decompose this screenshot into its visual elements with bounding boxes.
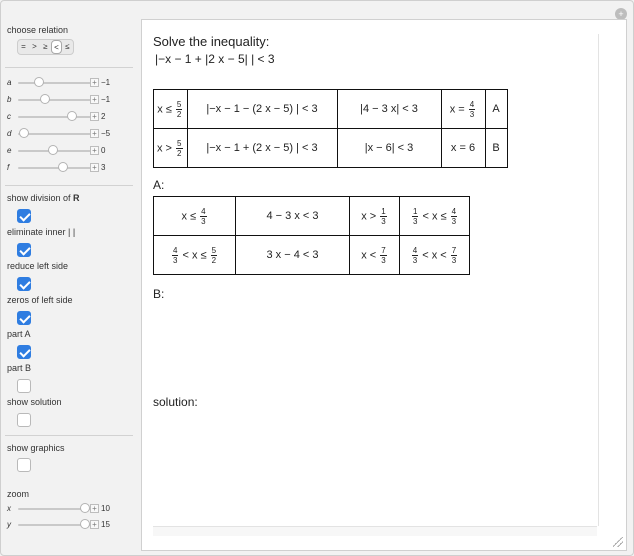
slider-track[interactable]	[18, 167, 91, 169]
controls.sliders-slider-d[interactable]	[7, 128, 137, 140]
table-row: $\frac{4}{3}$ < x ≤ $\frac{5}{2}$ 3 x − 4 < 3 x < $\frac{7}{3}$ $\frac{4}{3}$ < x < $\frac{7}{3}$	[154, 236, 470, 275]
slider-thumb[interactable]	[48, 145, 58, 155]
relation-option[interactable]: =	[21, 42, 26, 51]
solution-label: solution:	[153, 395, 198, 409]
show-graphics-checkbox[interactable]	[17, 458, 31, 472]
checkbox-label: eliminate inner | |	[7, 227, 76, 237]
controls.sliders-slider-e[interactable]	[7, 145, 137, 157]
slider-value: −1	[101, 95, 111, 104]
expand-plus-icon[interactable]: +	[90, 112, 99, 121]
output-pane	[141, 19, 627, 551]
expand-plus-icon[interactable]: +	[90, 78, 99, 87]
checkbox-label: show division of R	[7, 193, 80, 203]
slider-thumb[interactable]	[58, 162, 68, 172]
controls.sliders-slider-f[interactable]	[7, 162, 137, 174]
checkbox-label: show solution	[7, 397, 62, 407]
relation-option[interactable]: ≤	[65, 42, 70, 51]
slider-variable-label: d	[7, 129, 12, 138]
expand-plus-icon[interactable]: +	[90, 146, 99, 155]
expand-plus-icon[interactable]: +	[90, 163, 99, 172]
slider-value: 15	[101, 520, 110, 529]
slider-thumb[interactable]	[40, 94, 50, 104]
zoom-label: zoom	[7, 489, 30, 499]
control-panel	[1, 19, 137, 555]
expand-plus-icon[interactable]: +	[90, 520, 99, 529]
slider-value: 10	[101, 504, 110, 513]
horizontal-scrollbar[interactable]	[153, 526, 597, 536]
checkbox-4[interactable]	[17, 311, 31, 325]
slider-thumb[interactable]	[34, 77, 44, 87]
slider-value: −5	[101, 129, 111, 138]
part-a-table	[153, 196, 470, 275]
choose-relation-label: choose relation	[7, 25, 69, 35]
relation-option-selected[interactable]: <	[51, 40, 62, 54]
checkbox-label: part B	[7, 363, 32, 373]
slider-thumb[interactable]	[80, 519, 90, 529]
slider-track[interactable]	[18, 116, 91, 118]
expand-plus-icon[interactable]: +	[90, 95, 99, 104]
checkbox-1[interactable]	[17, 209, 31, 223]
slider-variable-label: y	[7, 520, 11, 529]
slider-variable-label: b	[7, 95, 12, 104]
slider-variable-label: x	[7, 504, 11, 513]
resize-grip-icon[interactable]	[613, 537, 623, 547]
slider-variable-label: a	[7, 78, 12, 87]
slider-thumb[interactable]	[67, 111, 77, 121]
expand-plus-icon[interactable]: +	[90, 504, 99, 513]
slider-thumb[interactable]	[19, 128, 29, 138]
checkbox-6[interactable]	[17, 379, 31, 393]
inequality-expression: |−x − 1 + |2 x − 5| | < 3	[155, 52, 275, 66]
divider	[5, 435, 133, 436]
problem-title: Solve the inequality:	[153, 34, 270, 49]
relation-option[interactable]: ≥	[43, 42, 48, 51]
divider	[5, 67, 133, 68]
slider-track[interactable]	[18, 99, 91, 101]
table-row: x ≤ $\frac{5}{2}$ |−x − 1 − (2 x − 5) | < 3 |4 − 3 x| < 3 x = $\frac{4}{3}$ A	[154, 90, 508, 129]
controls.sliders-slider-b[interactable]	[7, 94, 137, 106]
expand-plus-icon[interactable]: +	[90, 129, 99, 138]
checkbox-7[interactable]	[17, 413, 31, 427]
slider-variable-label: f	[7, 163, 10, 172]
slider-variable-label: e	[7, 146, 12, 155]
table-row: x ≤ $\frac{4}{3}$ 4 − 3 x < 3 x > $\frac{1}{3}$ $\frac{1}{3}$ < x ≤ $\frac{4}{3}$	[154, 197, 470, 236]
division-table	[153, 89, 508, 168]
slider-track[interactable]	[18, 82, 91, 84]
checkbox-label: reduce left side	[7, 261, 69, 271]
show-graphics-label: show graphics	[7, 443, 65, 453]
part-b-label: B:	[153, 287, 165, 301]
checkbox-label: part A	[7, 329, 31, 339]
slider-value: 3	[101, 163, 106, 172]
checkbox-label: zeros of left side	[7, 295, 73, 305]
controls.sliders-slider-c[interactable]	[7, 111, 137, 123]
checkbox-2[interactable]	[17, 243, 31, 257]
slider-variable-label: c	[7, 112, 11, 121]
slider-value: 0	[101, 146, 106, 155]
slider-value: −1	[101, 78, 111, 87]
controls.zoom.sliders-slider-x[interactable]	[7, 503, 137, 515]
reset-icon[interactable]: +	[615, 8, 627, 20]
relation-option[interactable]: >	[32, 42, 37, 51]
table-row: x > $\frac{5}{2}$ |−x − 1 + (2 x − 5) | < 3 |x − 6| < 3 x = 6 B	[154, 129, 508, 168]
slider-thumb[interactable]	[80, 503, 90, 513]
controls.zoom.sliders-slider-y[interactable]	[7, 519, 137, 531]
slider-value: 2	[101, 112, 106, 121]
divider	[5, 185, 133, 186]
relation-selector[interactable]	[17, 39, 74, 55]
checkbox-5[interactable]	[17, 345, 31, 359]
part-a-label: A:	[153, 178, 165, 192]
controls.sliders-slider-a[interactable]	[7, 77, 137, 89]
checkbox-3[interactable]	[17, 277, 31, 291]
vertical-scrollbar[interactable]	[598, 34, 612, 526]
